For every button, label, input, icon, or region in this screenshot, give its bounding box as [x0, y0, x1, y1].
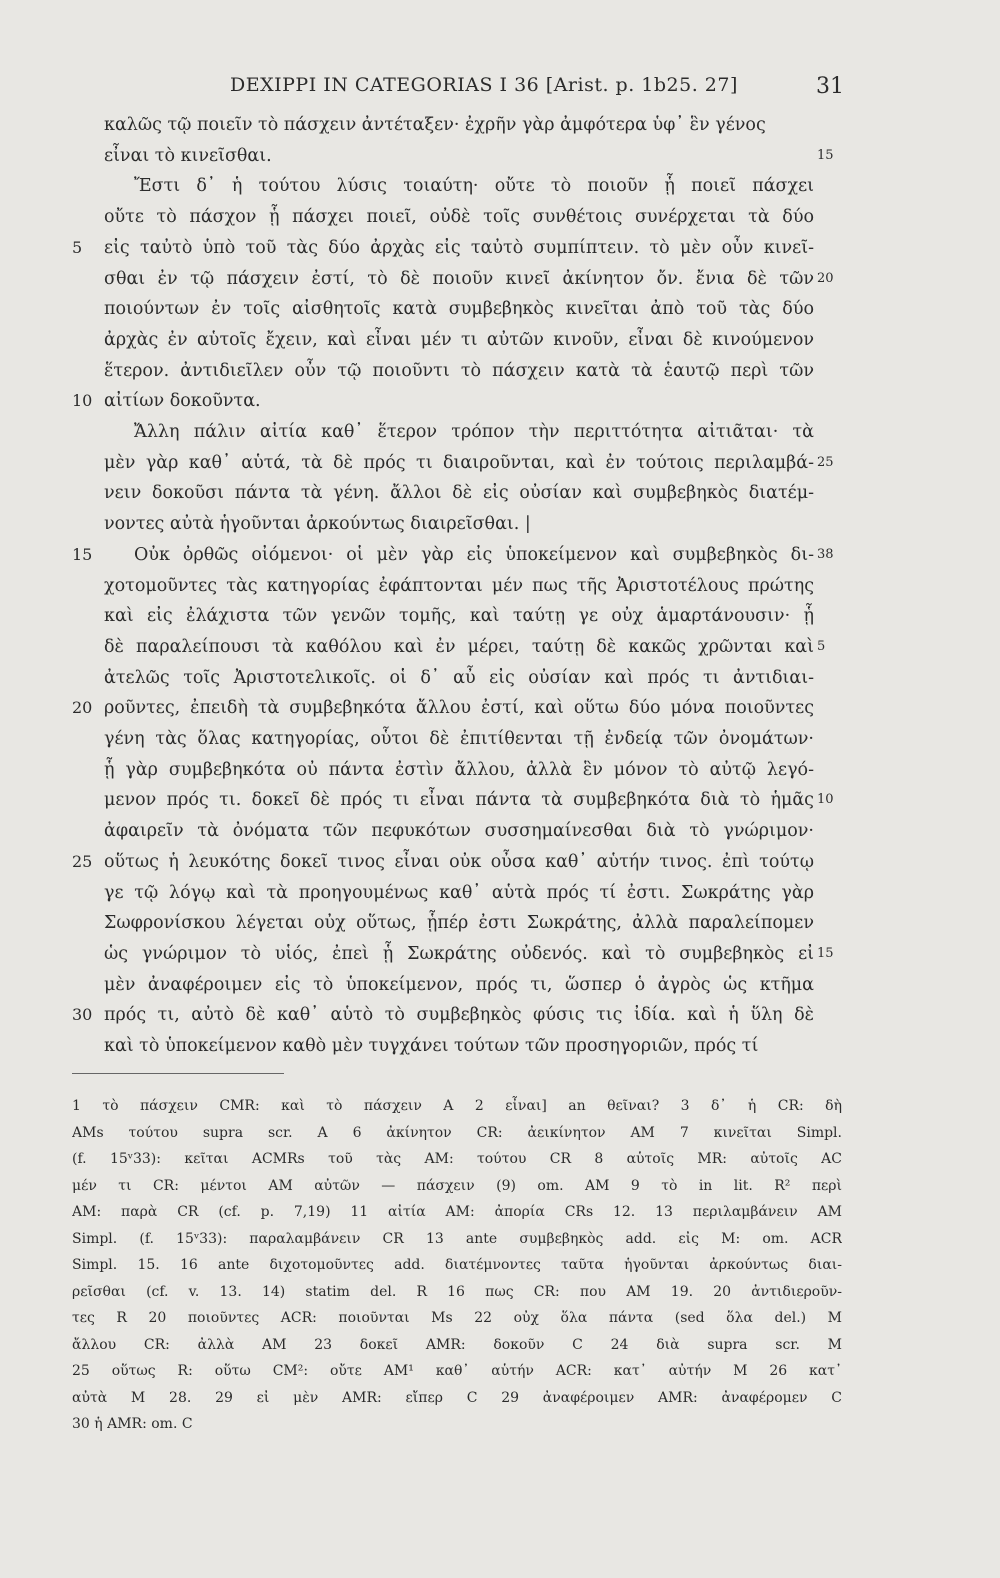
apparatus-line: ρεῖσθαι (cf. v. 13. 14) statim del. R 16 πως CR: που AM 19. 20 ἀντιδιεροῦν- — [72, 1284, 842, 1300]
page-number: 31 — [816, 74, 844, 99]
text-line: Οὐκ ὀρθῶς οἰόμενοι· οἱ μὲν γὰρ εἰς ὑποκείμενον καὶ συμβεβηκὸς δι- — [134, 545, 814, 565]
text-line: ᾗ γὰρ συμβεβηκότα οὐ πάντα ἐστὶν ἄλλου, ἀλλὰ ἓν μόνον τὸ αὐτῷ λεγό- — [104, 760, 814, 780]
apparatus-line: 30 ἡ AMR: om. C — [72, 1416, 193, 1432]
text-line: οὔτε τὸ πάσχον ᾗ πάσχει ποιεῖ, οὐδὲ τοῖς συνθέτοις συνέρχεται τὰ δύο — [104, 207, 814, 227]
text-line: εἰς ταὐτὸ ὑπὸ τοῦ τὰς δύο ἀρχὰς εἰς ταὐτὸ συμπίπτειν. τὸ μὲν οὖν κινεῖ- — [104, 238, 814, 258]
text-line: μενον πρός τι. δοκεῖ δὲ πρός τι εἶναι πάντα τὰ συμβεβηκότα διὰ τὸ ἡμᾶς — [104, 790, 814, 810]
line-number: 30 — [72, 1005, 93, 1024]
apparatus-line: AMs τούτου supra scr. A 6 ἀκίνητον CR: ἀεικίνητον AM 7 κινεῖται Simpl. — [72, 1125, 842, 1141]
line-number: 5 — [72, 238, 83, 257]
margin-reference: 15 — [817, 946, 834, 961]
margin-reference: 5 — [817, 639, 826, 654]
text-line: καλῶς τῷ ποιεῖν τὸ πάσχειν ἀντέταξεν· ἐχρῆν γὰρ ἀμφότερα ὑφ᾽ ἓν γένος — [104, 115, 766, 135]
apparatus-line: αὐτὰ M 28. 29 εἰ μὲν AMR: εἴπερ C 29 ἀναφέροιμεν AMR: ἀναφέρομεν C — [72, 1390, 842, 1406]
text-line: μὲν γὰρ καθ᾽ αὑτά, τὰ δὲ πρός τι διαιροῦνται, καὶ ἐν τούτοις περιλαμβά- — [104, 453, 814, 473]
margin-reference: 15 — [817, 148, 834, 163]
line-number: 25 — [72, 852, 93, 871]
apparatus-line: 1 τὸ πάσχειν CMR: καὶ τὸ πάσχειν A 2 εἶναι] an θεῖναι? 3 δ᾽ ἡ CR: δὴ — [72, 1098, 842, 1114]
text-line: χοτομοῦντες τὰς κατηγορίας ἐφάπτονται μέν πως τῆς Ἀριστοτέλους πρώτης — [104, 576, 814, 596]
apparatus-line: τες R 20 ποιοῦντες ACR: ποιοῦνται Ms 22 οὐχ ὅλα πάντα (sed ὅλα del.) M — [72, 1310, 842, 1326]
margin-reference: 20 — [817, 271, 834, 286]
margin-reference: 25 — [817, 455, 834, 470]
apparatus-line: Simpl. (f. 15ᵛ33): παραλαμβάνειν CR 13 ante συμβεβηκὸς add. εἰς M: om. ACR — [72, 1231, 842, 1247]
text-line: ἕτερον. ἀντιδιεῖλεν οὖν τῷ ποιοῦντι τὸ πάσχειν κατὰ τὰ ἑαυτῷ περὶ τῶν — [104, 361, 814, 381]
text-line: νειν δοκοῦσι πάντα τὰ γένη. ἄλλοι δὲ εἰς οὐσίαν καὶ συμβεβηκὸς διατέμ- — [104, 483, 814, 503]
text-line: οὕτως ἡ λευκότης δοκεῖ τινος εἶναι οὐκ οὖσα καθ᾽ αὑτήν τινος. ἐπὶ τούτῳ — [104, 852, 814, 872]
text-line: Σωφρονίσκου λέγεται οὐχ οὕτως, ᾗπέρ ἐστι Σωκράτης, ἀλλὰ παραλείπομεν — [104, 913, 814, 933]
text-line: ἀτελῶς τοῖς Ἀριστοτελικοῖς. οἱ δ᾽ αὖ εἰς οὐσίαν καὶ πρός τι ἀντιδιαι- — [104, 668, 814, 688]
apparatus-line: μέν τι CR: μέντοι AM αὐτῶν — πάσχειν (9) om. AM 9 τὸ in lit. R² περὶ — [72, 1178, 842, 1194]
text-line: σθαι ἐν τῷ πάσχειν ἐστί, τὸ δὲ ποιοῦν κινεῖ ἀκίνητον ὄν. ἔνια δὲ τῶν — [104, 269, 814, 289]
footnote-rule — [72, 1073, 284, 1074]
text-line: καὶ εἰς ἐλάχιστα τῶν γενῶν τομῆς, καὶ ταύτῃ γε οὐχ ἁμαρτάνουσιν· ᾗ — [104, 606, 814, 626]
text-line: Ἄλλη πάλιν αἰτία καθ᾽ ἕτερον τρόπον τὴν περιττότητα αἰτιᾶται· τὰ — [134, 422, 814, 442]
margin-reference: 10 — [817, 792, 834, 807]
text-line: γένη τὰς ὅλας κατηγορίας, οὗτοι δὲ ἐπιτίθενται τῇ ἐνδείᾳ τῶν ὀνομάτων· — [104, 729, 814, 749]
apparatus-line: 25 οὕτως R: οὕτω CM²: οὔτε AM¹ καθ᾽ αὑτήν ACR: κατ᾽ αὐτήν M 26 κατ᾽ — [72, 1363, 842, 1379]
running-title: DEXIPPI IN CATEGORIAS I 36 [Arist. p. 1b25. 27] — [230, 74, 738, 96]
line-number: 10 — [72, 391, 93, 410]
apparatus-line: ἄλλου CR: ἀλλὰ AM 23 δοκεῖ AMR: δοκοῦν C 24 διὰ supra scr. M — [72, 1337, 842, 1353]
text-line: καὶ τὸ ὑποκείμενον καθὸ μὲν τυγχάνει τούτων τῶν προσηγοριῶν, πρός τί — [104, 1036, 759, 1056]
text-line: εἶναι τὸ κινεῖσθαι. — [104, 146, 272, 166]
text-line: γε τῷ λόγῳ καὶ τὰ προηγουμένως καθ᾽ αὑτὰ πρός τί ἐστι. Σωκράτης γὰρ — [104, 883, 814, 903]
text-line: ὡς γνώριμον τὸ υἱός, ἐπεὶ ᾗ Σωκράτης οὐδενός. καὶ τὸ συμβεβηκὸς εἰ — [104, 944, 814, 964]
text-line: ἀφαιρεῖν τὰ ὀνόματα τῶν πεφυκότων συσσημαίνεσθαι διὰ τὸ γνώριμον· — [104, 821, 814, 841]
apparatus-line: (f. 15ᵛ33): κεῖται ACMRs τοῦ τὰς AM: τούτου CR 8 αὑτοῖς MR: αὐτοῖς AC — [72, 1151, 842, 1167]
line-number: 20 — [72, 698, 93, 717]
text-line: Ἔστι δ᾽ ἡ τούτου λύσις τοιαύτη· οὔτε τὸ ποιοῦν ᾗ ποιεῖ πάσχει — [134, 176, 814, 196]
text-line: νοντες αὐτὰ ἡγοῦνται ἀρκούντως διαιρεῖσθαι. | — [104, 514, 531, 534]
text-line: ροῦντες, ἐπειδὴ τὰ συμβεβηκότα ἄλλου ἐστί, καὶ οὕτω δύο μόνα ποιοῦντες — [104, 698, 814, 718]
text-line: δὲ παραλείπουσι τὰ καθόλου καὶ ἐν μέρει, ταύτῃ δὲ κακῶς χρῶνται καὶ — [104, 637, 814, 657]
apparatus-line: Simpl. 15. 16 ante διχοτομοῦντες add. διατέμνοντες ταῦτα ἡγοῦνται ἀρκούντως διαι- — [72, 1257, 842, 1273]
text-line: ποιούντων ἐν τοῖς αἰσθητοῖς κατὰ συμβεβηκὸς κινεῖται ἀπὸ τοῦ τὰς δύο — [104, 299, 814, 319]
line-number: 15 — [72, 545, 93, 564]
text-line: ἀρχὰς ἐν αὑτοῖς ἔχειν, καὶ εἶναι μέν τι αὐτῶν κινοῦν, εἶναι δὲ κινούμενον — [104, 330, 814, 350]
text-line: αἰτίων δοκοῦντα. — [104, 391, 261, 411]
text-line: μὲν ἀναφέροιμεν εἰς τὸ ὑποκείμενον, πρός τι, ὥσπερ ὁ ἀγρὸς ὡς κτῆμα — [104, 975, 814, 995]
apparatus-line: AM: παρὰ CR (cf. p. 7,19) 11 αἰτία AM: ἀπορία CRs 12. 13 περιλαμβάνειν AM — [72, 1204, 842, 1220]
margin-reference: 38 — [817, 547, 834, 562]
text-line: πρός τι, αὐτὸ δὲ καθ᾽ αὑτὸ τὸ συμβεβηκὸς φύσις τις ἰδία. καὶ ἡ ὕλη δὲ — [104, 1005, 814, 1025]
